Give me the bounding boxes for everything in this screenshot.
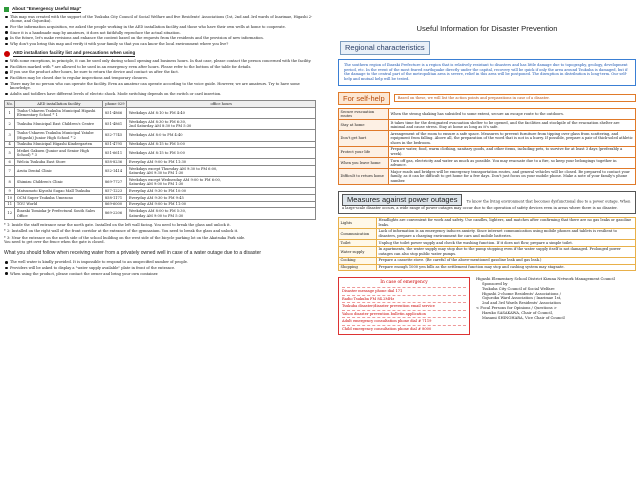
table-cell: 9: [5, 188, 15, 195]
table-cell: 3: [5, 130, 15, 141]
table-row: [339, 240, 636, 247]
list-item: Why don't you bring this map and verify it with your family so that you can know the local environment where you live?: [10, 42, 316, 46]
about-title: About "Emergency Useful Map": [12, 6, 82, 11]
selfhelp-table: [338, 108, 636, 185]
table-cell: Stay at home: [339, 120, 389, 131]
table-row: [5, 130, 316, 141]
contact-row: Radio Tsukuba FM 84.2MHz: [342, 295, 466, 302]
table-cell: 857-1223: [103, 188, 127, 195]
table-cell: Tsuba-Uskaven Tsukuba Municipal Yatabe (Higashi) Junior High School * 2: [15, 130, 103, 141]
table-cell: Tsukuba Municipal East Children's Centre: [15, 119, 103, 130]
table-cell: Welcia Tsukuba East Store: [15, 159, 103, 166]
table-cell: Everyday AM 9:00 to PM 11:30: [127, 159, 316, 166]
table-cell: Everyday AM 9:00 to PM 11:00: [127, 201, 316, 208]
list-item: Since it is a handmade map by amateurs, it does not faithfully reproduce the actual situation.: [10, 31, 316, 35]
table-row: [5, 119, 316, 130]
table-cell: 869-2206: [103, 208, 127, 219]
table-cell: 851-6611: [103, 148, 127, 159]
sponsor-line: Tsukuba City Council of Social Welfare: [482, 286, 555, 291]
table-cell: 7: [5, 166, 15, 177]
column-header: phone 029: [103, 101, 127, 108]
table-cell: Everyday AM 9:30 to PM 10:00: [127, 188, 316, 195]
table-cell: 5: [5, 148, 15, 159]
table-row: [5, 108, 316, 119]
list-item: If you use the product after hours, be sure to return the device and contact us after the fact.: [10, 70, 316, 74]
table-row: [339, 169, 636, 185]
list-item: There may be no person who can operate the facility. Even an amateur can operate according to the voice guide. However, we are amateurs. Try to have some knowledge.: [10, 82, 316, 91]
table-cell: Toilet: [339, 240, 377, 247]
table-cell: Don't get hurt: [339, 131, 389, 147]
table-cell: Tsukuba Municipal Higashi Kindergarten: [15, 141, 103, 148]
table-cell: Weekdays AM 8:10 to PM 4:40: [127, 108, 316, 119]
selfhelp-description: Based on these, we will list the action points and preparations in case of a disaster.: [394, 94, 636, 102]
table-cell: Prepare enough 1000 yen bills as the settlement function may stop and cashing system may stagnate.: [377, 264, 636, 271]
table-cell: Weekdays except Thursday AM 9:30 to PM 6:00, Saturday AM 9:30 to PM 1:30: [127, 166, 316, 177]
page-title: Useful Information for Disaster Prevention: [416, 24, 558, 33]
table-row: [5, 141, 316, 148]
aed-title: AED installation facility list and precautions when using: [13, 50, 136, 56]
table-row: [339, 228, 636, 239]
column-header: No.: [6, 102, 13, 107]
measures-description: To know the living environment that becomes dysfunctional due to a power outage. When a large-scale disaster occurs, a wide range of power outages may occur due to the operation of safety devices even in areas where there is no disaster.: [342, 199, 631, 211]
table-cell: 6: [5, 159, 15, 166]
left-column: [4, 6, 316, 280]
about-list: [4, 15, 316, 47]
table-cell: Weekdays AM 8:00 to PM 5:30, Saturday AM 9:00 to PM 5:30: [127, 208, 316, 219]
list-item: For the information acquisition, we asked the people working in the AED installation facility and those who have their own wells at home to cooperate.: [10, 25, 316, 29]
contact-row: Child emergency consultation phone dial # 8000: [342, 325, 466, 332]
table-cell: OCM Super Tsukuba Umezono: [15, 195, 103, 202]
note: * 3: Near the entrance on the north side of the school building on the west side of the bicycle parking lot on the Akatsuka Park side. You need to get over the fence when the gate is closed.: [4, 235, 246, 245]
table-cell: Cooking: [339, 257, 377, 264]
table-cell: Lack of information is an emergency induces anxiety. Since internet communication using mobile phones and tablets is resilient to disasters, prepare a charging environment for cars and mobile batteries.: [377, 228, 636, 239]
table-row: [339, 108, 636, 119]
selfhelp-heading: For self-help: [338, 92, 390, 105]
table-cell: Difficult to return home: [339, 169, 389, 185]
table-cell: Aruta Dental Clinic: [15, 166, 103, 177]
table-cell: 858-1171: [103, 195, 127, 202]
table-row: [339, 264, 636, 271]
sponsor-info: [476, 277, 636, 335]
table-row: [5, 201, 316, 208]
table-cell: Communication: [339, 228, 377, 239]
table-cell: When you leave home: [339, 158, 389, 169]
emergency-heading: In case of emergency: [380, 280, 428, 286]
table-row: [5, 148, 316, 159]
about-heading: [4, 6, 316, 13]
sponsor-line: Higashi Elementary School District Kizuna Network Management Council: [476, 277, 615, 282]
sponsor-line: 2nd and 3rd Wards Residents' Association: [482, 301, 561, 306]
table-cell: 852-1414: [103, 166, 127, 177]
emergency-contacts-box: [338, 277, 470, 335]
table-cell: Water supply: [339, 246, 377, 257]
selfhelp-header: [338, 92, 636, 105]
table-row: [5, 159, 316, 166]
table-cell: Ibaraki Tomioka-Jr Prefectural South Sales Office: [15, 208, 103, 219]
table-cell: Everyday AM 9:30 to PM 9:45: [127, 195, 316, 202]
note: * 1: Inside the staff entrance near the north gate. Installed on the left wall facing. You need to break the glass and unlock it.: [4, 222, 231, 227]
selfhelp-table-body: [339, 108, 636, 184]
table-cell: 851-4866: [103, 108, 127, 119]
table-row: [339, 217, 636, 228]
table-cell: 2: [5, 119, 15, 130]
table-cell: 12: [5, 208, 15, 219]
aed-facility-table: [4, 100, 316, 219]
table-cell: Tsuba-Uskaven Tsukuba Municipal Higashi Elementary School * 1: [15, 108, 103, 119]
table-row: [339, 146, 636, 157]
measures-table-body: [339, 217, 636, 270]
list-item: With some exceptions, in principle, it can be used only during school opening and business hours. In that case, please contact the person concerned with the facility.: [10, 59, 316, 63]
list-item: This map was created with the support of the Tsukuba City Council of Social Welfare and five Residents' Associations (1st, 2nd and 3rd wards of Inarimae, Higashi 2-chome, and Gojuroku).: [10, 15, 316, 24]
table-cell: Weekdays AM 8:15 to PM 5:00: [127, 141, 316, 148]
measures-table: [338, 217, 636, 271]
table-cell: Turn off gas, electricity and water as much as possible. You may evacuate due to a fire, so keep your belongings together in advance.: [389, 158, 636, 169]
aed-icon: [4, 51, 10, 57]
column-header: office hours: [127, 101, 316, 108]
table-cell: Weekdays except Wednesday AM 9:00 to PM 6:00, Saturday AM 9:00 to PM 1:30: [127, 177, 316, 188]
note: * 2: Installed on the right wall of the front corridor at the entrance of the gymnasium. You need to break the glass and unlock it.: [4, 229, 239, 234]
sponsor-line: Sponsored by: [482, 281, 508, 286]
table-cell: In apartments, the water supply may stop due to the pump stopping even if the water supply itself is not damaged. Prolonged power outages can also stop public water pumps.: [377, 246, 636, 257]
table-cell: When the strong shaking has subsided to some extent, secure an escape route to the outdoors.: [389, 108, 636, 119]
table-cell: TOU World: [15, 201, 103, 208]
table-row: [5, 208, 316, 219]
table-cell: 851-4861: [103, 119, 127, 130]
green-square-icon: [4, 7, 9, 12]
table-cell: 4: [5, 141, 15, 148]
well-water-question: What you should follow when receiving water from a privately owned well in case of a water outage due to a disaster: [4, 249, 262, 256]
table-cell: Secure evacuation routes: [339, 108, 389, 119]
table-row: [5, 188, 316, 195]
table-cell: 11: [5, 201, 15, 208]
table-row: [5, 195, 316, 202]
measures-header: [338, 191, 636, 214]
sponsor-line: Haruko SASAKAWA, Chair of Council,: [482, 310, 553, 315]
table-cell: Major roads and bridges will be emergency transportation routes, and general vehicles will be closed. Be prepared to contact your family, as it can be difficult to get home for a few days. Don't just focus on your mobile phone. Make a note of your family's phone number.: [389, 169, 636, 185]
aed-heading: [4, 50, 316, 57]
contact-row: Yahoo disaster prevention bulletin application: [342, 310, 466, 317]
regional-text: The southern region of Ibaraki Prefecture is a region that is relatively resistant to disasters and has little damage due to topography, geology, development period, etc. In the event of the most feared earthquake directly under the capital, recovery will be quick if only the area around Tsukuba is damaged, but if the damage to the central part of the metropolitan area is severe, relief in this area will be postponed. The disruption in distribution is long-term. Our self-help and mutual help will be tested.: [338, 59, 636, 86]
table-row: [5, 166, 316, 177]
table-cell: Headlights are convenient for work and safety. Use candles, lighters, and matches after confirming that there are no gas leaks or gasoline leaks.: [377, 217, 636, 228]
contact-row: Tsukuba disaster/disaster prevention email service: [342, 302, 466, 309]
table-cell: Prepare a cassette stove. (Be careful of the above-mentioned gasoline leak and gas leak.): [377, 257, 636, 264]
list-item: Providers will be asked to display a "water supply available" plate in front of the entrance.: [10, 266, 316, 270]
aed-table-body: [5, 108, 316, 219]
sponsor-line: Masami SHINOHARA, Vice Chair of Council: [482, 315, 565, 320]
table-row: [339, 257, 636, 264]
table-row: [339, 246, 636, 257]
table-cell: Protect your life: [339, 146, 389, 157]
list-item: Facilities may be closed due to regular inspections and temporary closures.: [10, 76, 316, 80]
table-cell: 869-7727: [103, 177, 127, 188]
table-cell: 8: [5, 177, 15, 188]
table-cell: It takes time for the designated evacuation shelter to be opened, and the facilities and stockpile of the evacuation shelter are minimal and cause stress. Stay at home as long as it's safe.: [389, 120, 636, 131]
sponsor-line: < Focal Persons for Opinions / Questions >: [476, 306, 557, 311]
table-row: [5, 177, 316, 188]
table-cell: Matsumoto Kiyoshi Sugao Mall Tsukuba: [15, 188, 103, 195]
table-row: [339, 158, 636, 169]
table-cell: Prepare water, food, warm clothing, sanitary goods, and other items, including pets, to survive for at least 3 days (preferably a week).: [389, 146, 636, 157]
right-column: [338, 6, 636, 335]
well-water-list: [4, 260, 316, 276]
table-cell: Lights: [339, 217, 377, 228]
table-row: [339, 120, 636, 131]
aed-precautions-list: [4, 59, 316, 96]
table-cell: Arrangement of the room to ensure a safe space. Measures to prevent furniture from tipping over glass from scattering, and equipment from falling. Above all, the preparation of the word that is not in a hurry. If possible, prepare a pair of thick-soled athletic shoes in the bedroom.: [389, 131, 636, 147]
table-cell: Shimizu Children's Clinic: [15, 177, 103, 188]
table-cell: 10: [5, 195, 15, 202]
table-cell: 869-6000: [103, 201, 127, 208]
contact-row: Disaster message phone dial 171: [342, 287, 466, 294]
table-cell: Meikei Gakuen (Junior and Senior High School) * 3: [15, 148, 103, 159]
table-header-row: [5, 101, 316, 108]
regional-heading: Regional characteristics: [340, 41, 430, 54]
list-item: The well water is kindly provided. It is impossible to respond to an unspecified number of people.: [10, 260, 316, 264]
table-cell: 851-4795: [103, 141, 127, 148]
table-cell: Unplug the toilet power supply and check the washing function. If it does not flow, prepare a simple toilet.: [377, 240, 636, 247]
list-item: Facilities marked with * are allowed to be used in an emergency even after hours. Please refer to the bottom of the table for details.: [10, 65, 316, 69]
table-cell: Weekdays AM 8:15 to PM 5:00: [127, 148, 316, 159]
bottom-section: [338, 277, 636, 335]
table-cell: 852-7745: [103, 130, 127, 141]
table-cell: Weekdays AM 8:0 to PM 4:40: [127, 130, 316, 141]
list-item: Adults and toddlers have different levels of electric shock. Mode switching depends on the switch or card insertion.: [10, 92, 316, 96]
contact-row: Adult emergency consultation phone dial # 7119: [342, 317, 466, 324]
measures-heading: Measures against power outages: [342, 194, 462, 206]
table-cell: Weekdays AM 8:30 to PM 6:30, 2nd Saturday AM 8:30 to PM 5:30: [127, 119, 316, 130]
table-row: [339, 131, 636, 147]
aed-notes: [4, 223, 316, 245]
sponsor-line: Higashi 2-chome Residents' Associations /: [482, 291, 561, 296]
list-item: When using the product, please contact the owner and bring your own container.: [10, 272, 316, 276]
table-cell: 1: [5, 108, 15, 119]
sponsor-line: Gojuroku Ward Association / Inarimae 1st,: [482, 296, 562, 301]
column-header: AED installation facility: [15, 101, 103, 108]
table-cell: Shopping: [339, 264, 377, 271]
list-item: In the future, let's make revisions and enhance the content based on the requests from the residents and the provision of new information.: [10, 36, 316, 40]
table-cell: 858-8236: [103, 159, 127, 166]
